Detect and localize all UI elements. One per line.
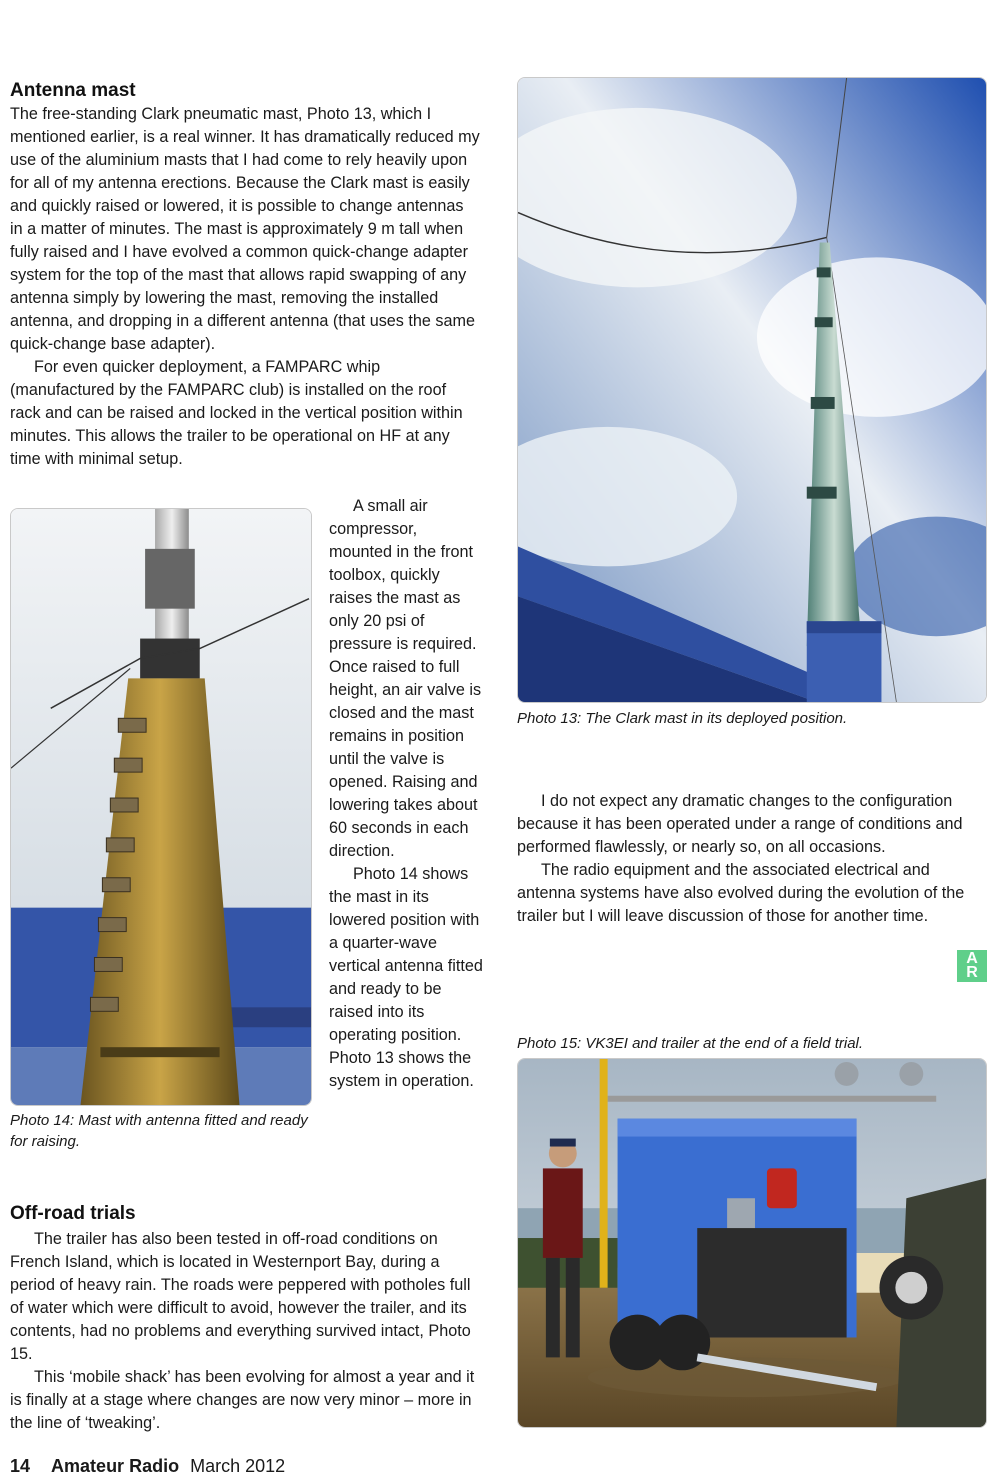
off-road-body [10, 1228, 485, 1435]
paragraph: The radio equipment and the associated electrical and antenna systems have also evolved during the evolution of the trailer but I will leave discussion of those for another time. [517, 861, 965, 925]
magazine-name: Amateur Radio [51, 1456, 180, 1476]
logo-letter-a: A [966, 950, 978, 967]
heading-antenna-mast: Antenna mast [10, 80, 136, 101]
narrow-column-body [329, 495, 484, 1093]
caption-photo-15: Photo 15: VK3EI and trailer at the end of a field trial. [517, 1035, 864, 1052]
paragraph: A small air compressor, mounted in the front toolbox, quickly raises the mast as only 20 psi of pressure is required. Once raised to full height, an air valve is closed and the mast remains in position until the valve is opened. Raising and lowering takes about 60 seconds in each direction. [329, 497, 482, 860]
amateur-radio-logo [957, 950, 987, 982]
issue-date: March 2012 [190, 1456, 286, 1476]
mast-lowered-photo [11, 509, 311, 1105]
photo-13 [517, 77, 987, 703]
page-footer [10, 1456, 285, 1477]
caption-photo-14: Photo 14: Mast with antenna fitted and ready for raising. [10, 1112, 308, 1150]
paragraph: Photo 14 shows the mast in its lowered position with a quarter-wave vertical antenna fitted and ready to be raised into its operating position. Photo 13 shows the system in operation. [329, 865, 483, 1090]
right-column-body [517, 790, 987, 928]
trailer-field-trial-photo [518, 1059, 986, 1427]
photo-15 [517, 1058, 987, 1428]
paragraph: The trailer has also been tested in off-road conditions on French Island, which is located in Westernport Bay, during a period of heavy rain. The roads were peppered with potholes full of water which were difficult to avoid, however the trailer, and its contents, had no problems and everything survived intact, Photo 15. [10, 1230, 471, 1363]
logo-letter-r: R [966, 964, 978, 981]
clark-mast-deployed-photo [518, 78, 986, 702]
page-number: 14 [10, 1456, 31, 1476]
paragraph: This ‘mobile shack’ has been evolving for almost a year and it is finally at a stage where changes are now very minor – more in the line of ‘tweaking’. [10, 1368, 475, 1432]
paragraph: I do not expect any dramatic changes to the configuration because it has been operated under a range of conditions and performed flawlessly, or nearly so, on all occasions. [517, 792, 963, 856]
paragraph: The free-standing Clark pneumatic mast, Photo 13, which I mentioned earlier, is a real winner. It has dramatically reduced my use of the aluminium masts that I had come to rely heavily upon for all of my antenna erections. Because the Clark mast is easily and quickly raised or lowered, it is possible to change antennas in a matter of minutes. The mast is approximately 9 m tall when fully raised and I have evolved a common quick-change adapter system for the top of the mast that allows rapid swapping of any antenna simply by lowering the mast, removing the installed antenna, and dropping in a different antenna (that uses the same quick-change base adapter). [10, 105, 480, 353]
photo-14 [10, 508, 312, 1106]
antenna-mast-body [10, 103, 480, 471]
heading-off-road-trials: Off-road trials [10, 1203, 136, 1224]
caption-photo-13: Photo 13: The Clark mast in its deployed position. [517, 710, 848, 727]
paragraph: For even quicker deployment, a FAMPARC whip (manufactured by the FAMPARC club) is installed on the roof rack and can be raised and locked in the vertical position within minutes. This allows the trailer to be operational on HF at any time with minimal setup. [10, 358, 463, 468]
